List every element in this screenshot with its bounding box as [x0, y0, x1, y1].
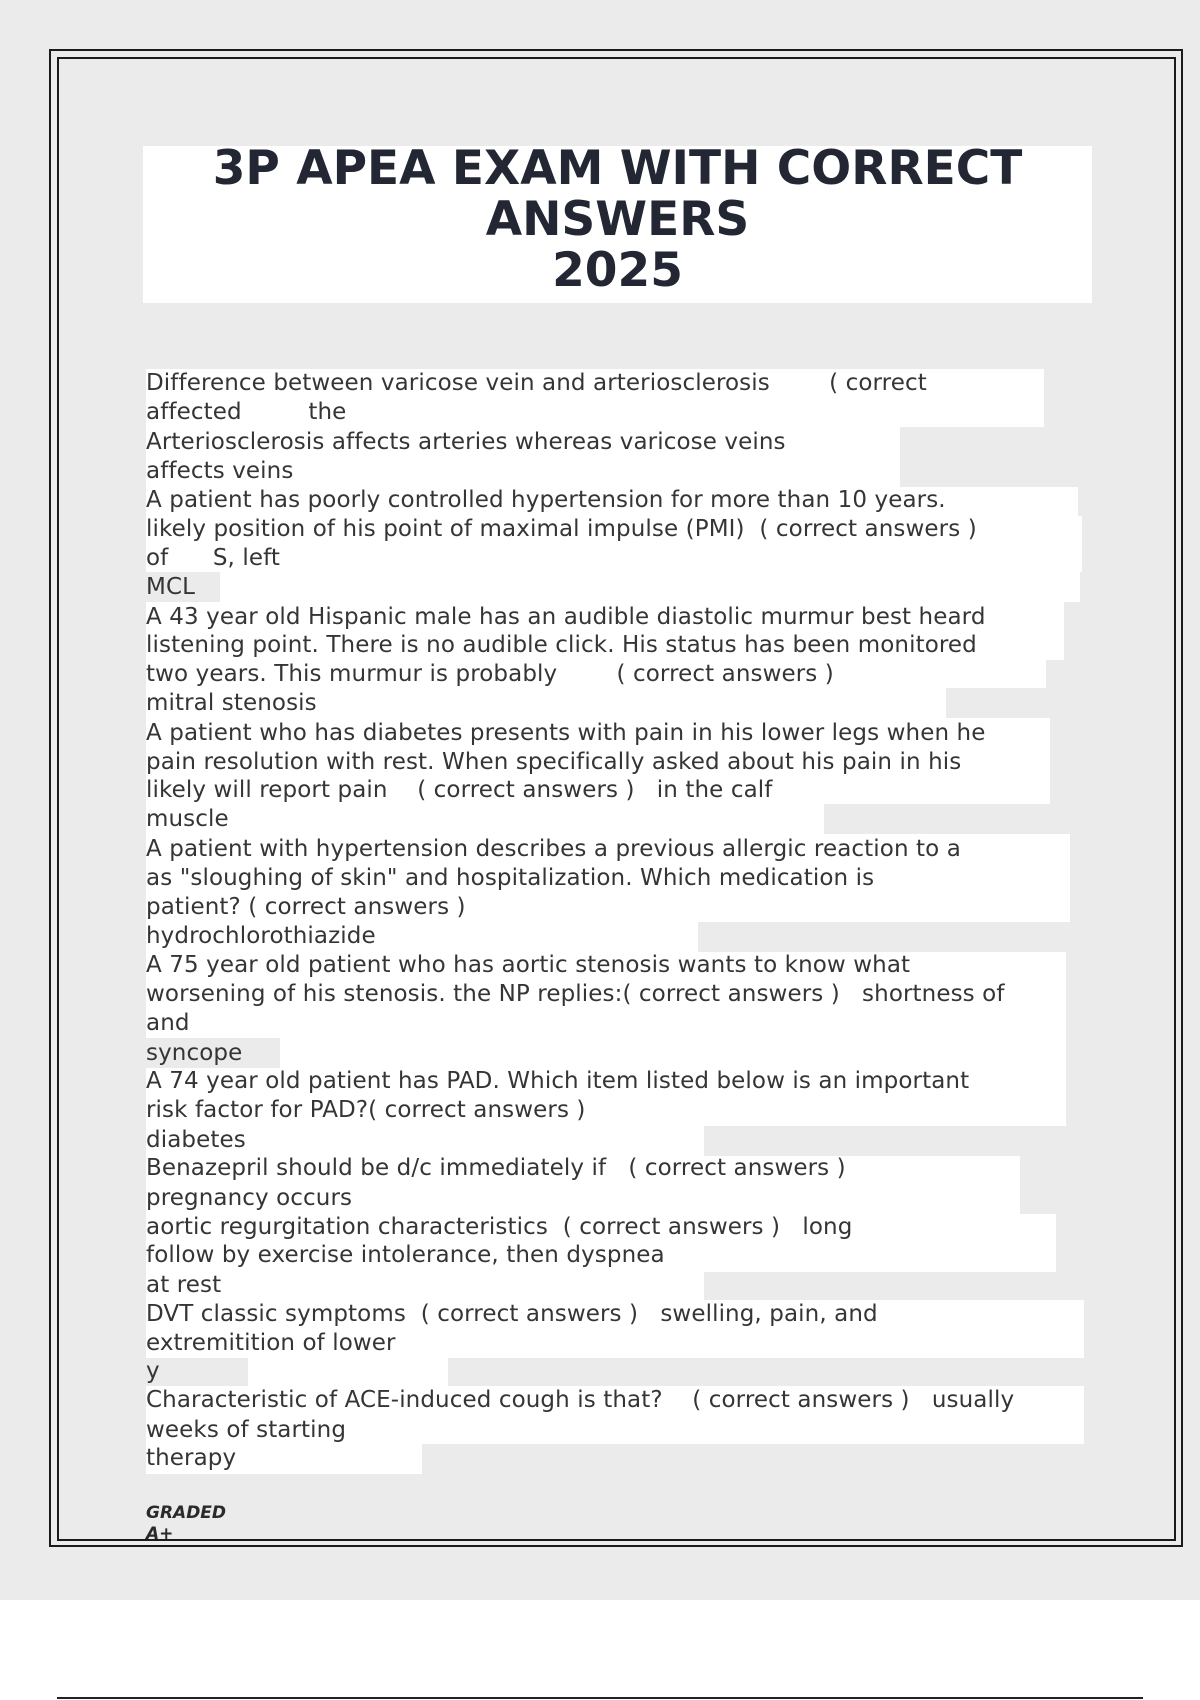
text-line: DVT classic symptoms ( correct answers ) swelling, pain, and	[146, 1301, 878, 1327]
text-line: Arteriosclerosis affects arteries whereas varicose veins	[146, 429, 786, 455]
text-line: as "sloughing of skin" and hospitalization. Which medication is	[146, 865, 875, 891]
graded-label: GRADED	[146, 1503, 227, 1523]
text-line: diabetes	[146, 1127, 246, 1153]
text-line: patient? ( correct answers )	[146, 894, 466, 920]
text-line: syncope	[146, 1040, 243, 1066]
text-line: weeks of starting	[146, 1417, 347, 1443]
text-line: Difference between varicose vein and arteriosclerosis ( correct	[146, 370, 927, 396]
text-line: and	[146, 1010, 190, 1036]
text-line: of S, left	[146, 545, 281, 571]
text-line: A 43 year old Hispanic male has an audible diastolic murmur best heard	[146, 604, 986, 630]
text-line: Characteristic of ACE-induced cough is that? ( correct answers ) usually	[146, 1387, 1015, 1413]
text-line: likely position of his point of maximal impulse (PMI) ( correct answers )	[146, 516, 977, 542]
text-line: y	[146, 1358, 160, 1384]
text-highlight	[146, 804, 824, 834]
text-line: extremitition of lower	[146, 1330, 396, 1356]
title-line: 3P APEA EXAM WITH CORRECT	[212, 141, 1023, 196]
text-line: affects veins	[146, 458, 294, 484]
text-line: worsening of his stenosis. the NP replies:( correct answers ) shortness of	[146, 981, 1005, 1007]
text-highlight	[146, 1272, 704, 1300]
text-line: A patient with hypertension describes a previous allergic reaction to a	[146, 836, 961, 862]
text-line: pregnancy occurs	[146, 1185, 353, 1211]
text-line: A 74 year old patient has PAD. Which item listed below is an important	[146, 1068, 970, 1094]
text-line: therapy	[146, 1445, 237, 1471]
text-line: A patient who has diabetes presents with pain in his lower legs when he	[146, 720, 986, 746]
title-line: 2025	[552, 243, 683, 298]
grade-value: A+	[146, 1524, 174, 1544]
text-line: listening point. There is no audible click. His status has been monitored	[146, 632, 977, 658]
text-line: affected the	[146, 399, 347, 425]
text-line: aortic regurgitation characteristics ( correct answers ) long	[146, 1214, 853, 1240]
text-line: two years. This murmur is probably ( correct answers )	[146, 661, 834, 687]
text-highlight	[220, 572, 1080, 602]
text-line: muscle	[146, 806, 229, 832]
title-line: ANSWERS	[485, 192, 750, 247]
text-line: mitral stenosis	[146, 690, 317, 716]
text-line: A patient has poorly controlled hypertension for more than 10 years.	[146, 487, 946, 513]
text-line: MCL	[146, 574, 196, 600]
text-line: hydrochlorothiazide	[146, 923, 376, 949]
text-line: at rest	[146, 1272, 222, 1298]
text-highlight	[280, 1038, 1066, 1068]
text-line: Benazepril should be d/c immediately if ( correct answers )	[146, 1155, 846, 1181]
text-line: follow by exercise intolerance, then dyspnea	[146, 1242, 665, 1268]
text-highlight	[248, 1358, 448, 1386]
text-line: likely will report pain ( correct answers ) in the calf	[146, 777, 773, 803]
bottom-rule	[57, 1697, 1143, 1699]
text-line: A 75 year old patient who has aortic stenosis wants to know what	[146, 952, 911, 978]
document-title	[143, 143, 1092, 296]
text-line: risk factor for PAD?( correct answers )	[146, 1097, 586, 1123]
text-line: pain resolution with rest. When specifically asked about his pain in his	[146, 749, 962, 775]
